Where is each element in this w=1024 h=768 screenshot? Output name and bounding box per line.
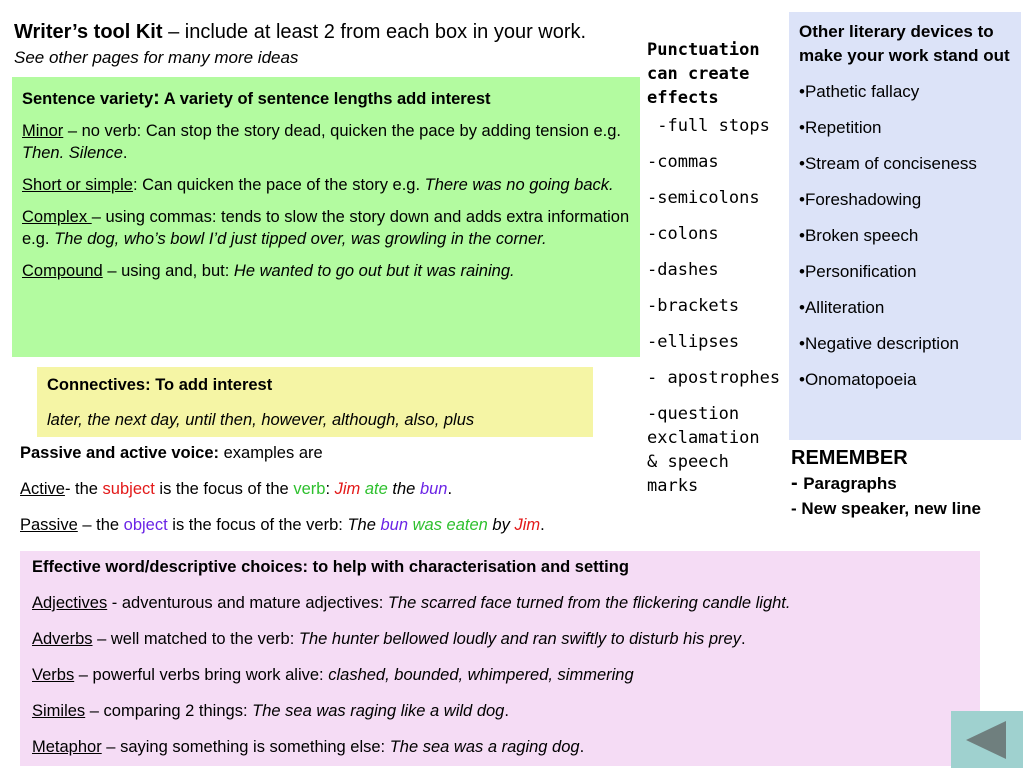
punct: .: [122, 144, 128, 162]
example-text: The: [347, 516, 376, 534]
punctuation-item: -full stops: [647, 116, 770, 136]
sentence-variety-box: [12, 77, 640, 357]
word-choices-box: [20, 551, 980, 766]
active-voice-item: [20, 478, 660, 500]
sentence-variety-heading: [22, 87, 630, 110]
example-subject: Jim: [514, 516, 541, 534]
example-verb: ate: [364, 480, 388, 498]
punct: .: [740, 630, 746, 648]
description: – powerful verbs bring work alive:: [74, 666, 329, 684]
example-subject: Jim: [334, 480, 361, 498]
device-item: •Negative description: [799, 334, 959, 353]
term: Verbs: [32, 666, 75, 684]
term: Complex: [22, 208, 92, 226]
text: Paragraphs: [803, 474, 897, 493]
heading-part: Sentence variety: [22, 90, 154, 108]
example: The sea was a raging dog: [389, 738, 580, 756]
device-item: •Repetition: [799, 118, 882, 137]
description: - adventurous and mature adjectives:: [107, 594, 388, 612]
voice-heading: [20, 442, 660, 464]
voice-section: [20, 442, 660, 550]
remember-section: [791, 446, 1023, 521]
similes-item: [32, 700, 968, 722]
device-item: •Onomatopoeia: [799, 370, 917, 389]
example: Then. Silence: [22, 144, 123, 162]
verbs-item: [32, 664, 968, 686]
subject-word: subject: [102, 480, 155, 498]
punctuation-item: - apostrophes: [647, 368, 781, 388]
text: – the: [77, 516, 124, 534]
minor-sentence-item: [22, 120, 630, 164]
device-item: •Broken speech: [799, 226, 919, 245]
heading-part: A variety of sentence lengths add interest: [159, 90, 491, 108]
example: The hunter bellowed loudly and ran swiftly to disturb his prey: [298, 630, 741, 648]
punctuation-heading: Punctuation can create effects: [647, 40, 760, 108]
example-object: bun: [380, 516, 409, 534]
adverbs-item: [32, 628, 968, 650]
description: – comparing 2 things:: [85, 702, 253, 720]
punct: .: [447, 480, 453, 498]
connectives-box: [37, 367, 593, 437]
heading: Passive and active voice:: [20, 444, 220, 462]
term: Passive: [20, 516, 78, 534]
object-word: object: [123, 516, 168, 534]
description: – saying something is something else:: [101, 738, 390, 756]
punctuation-item: -brackets: [647, 296, 740, 316]
example-object: bun: [419, 480, 448, 498]
page-title: [14, 20, 614, 70]
punctuation-item: -dashes: [647, 260, 719, 280]
example: The scarred face turned from the flickering candle light.: [387, 594, 791, 612]
description: – using commas: tends to slow the story down and adds extra information e.g.: [22, 208, 630, 248]
punct: .: [504, 702, 509, 720]
term: Compound: [22, 262, 103, 280]
example-text: by: [492, 516, 510, 534]
heading-colon: :: [153, 87, 160, 109]
remember-heading: REMEMBER: [791, 447, 908, 469]
text: is the focus of the verb:: [167, 516, 348, 534]
device-item: •Personification: [799, 262, 917, 281]
device-item: •Stream of conciseness: [799, 154, 977, 173]
remember-item: - New speaker, new line: [791, 499, 981, 518]
compound-sentence-item: [22, 260, 630, 282]
text: - the: [64, 480, 103, 498]
device-item: •Foreshadowing: [799, 190, 922, 209]
heading-rest: examples are: [219, 444, 323, 462]
verb-word: verb: [293, 480, 326, 498]
devices-heading: Other literary devices to make your work stand out: [799, 22, 1010, 65]
dash: -: [791, 472, 804, 494]
connectives-list: later, the next day, until then, however, although, also, plus: [47, 411, 475, 429]
description: : Can quicken the pace of the story e.g.: [132, 176, 425, 194]
connectives-heading: Connectives: To add interest: [47, 376, 273, 394]
remember-item: [791, 471, 1023, 496]
example: He wanted to go out but it was raining.: [233, 262, 515, 280]
metaphor-item: [32, 736, 968, 758]
punctuation-item: -ellipses: [647, 332, 740, 352]
term: Adverbs: [32, 630, 93, 648]
term: Adjectives: [32, 594, 108, 612]
back-arrow-icon: [962, 718, 1012, 762]
example: The dog, who’s bowl I’d just tipped over, was growling in the corner.: [54, 230, 547, 248]
title-rest: – include at least 2 from each box in your work.: [162, 21, 587, 43]
description: – no verb: Can stop the story dead, quicken the pace by adding tension e.g.: [63, 122, 621, 140]
term: Short or simple: [22, 176, 133, 194]
punct: .: [579, 738, 585, 756]
term: Metaphor: [32, 738, 102, 756]
punctuation-section: [647, 38, 792, 510]
term: Active: [20, 480, 65, 498]
example-verb: was eaten: [412, 516, 488, 534]
punctuation-item: -semicolons: [647, 188, 760, 208]
complex-sentence-item: [22, 206, 630, 250]
passive-voice-item: [20, 514, 660, 536]
device-item: •Pathetic fallacy: [799, 82, 920, 101]
short-sentence-item: [22, 174, 630, 196]
example: The sea was raging like a wild dog: [252, 702, 505, 720]
example: There was no going back.: [424, 176, 614, 194]
example-text: the: [392, 480, 416, 498]
adjectives-item: [32, 592, 968, 614]
term: Similes: [32, 702, 86, 720]
description: – using and, but:: [102, 262, 234, 280]
description: – well matched to the verb:: [92, 630, 299, 648]
literary-devices-box: [789, 12, 1021, 440]
punct: .: [540, 516, 545, 534]
back-button[interactable]: [951, 711, 1023, 768]
punctuation-item: -colons: [647, 224, 719, 244]
example: clashed, bounded, whimpered, simmering: [328, 666, 634, 684]
device-item: •Alliteration: [799, 298, 885, 317]
text: is the focus of the: [154, 480, 294, 498]
term: Minor: [22, 122, 64, 140]
punctuation-item: -commas: [647, 152, 719, 172]
punctuation-item: -question exclamation & speech marks: [647, 404, 760, 496]
title-note: See other pages for many more ideas: [14, 48, 299, 67]
word-choices-heading: Effective word/descriptive choices: to help with characterisation and setting: [32, 558, 629, 576]
title-main: Writer’s tool Kit: [14, 21, 163, 43]
text: :: [325, 480, 335, 498]
